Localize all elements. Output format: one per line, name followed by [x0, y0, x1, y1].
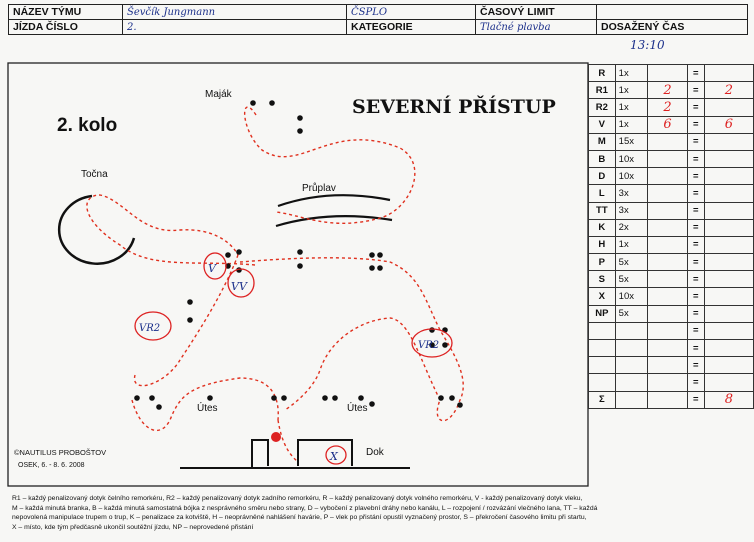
penalty-equals: =: [687, 271, 704, 288]
mark-vr2: VR2: [139, 323, 161, 334]
penalty-row: [589, 82, 754, 99]
penalty-total: 6: [704, 116, 753, 133]
penalty-multiplier: 1x: [615, 116, 647, 133]
legend-line-1: R1 – každý penalizovaný dotyk čelního remorkéru, R2 – každý penalizovaný dotyk zadního remorkéru, R – každý penalizovaný dotyk volného remorkéru, V - každý penalizovaný dotyk vleku,: [12, 495, 583, 502]
penalty-row: [589, 99, 754, 116]
team-name-value: Ševčík Jungmann: [123, 5, 347, 20]
penalty-count: [648, 391, 688, 408]
penalty-total: [704, 374, 753, 391]
turntable-arc: [59, 196, 134, 264]
penalty-code: R2: [589, 99, 616, 116]
penalty-total: [704, 254, 753, 271]
penalty-multiplier: 10x: [615, 168, 647, 185]
canal-line-bottom: [276, 216, 392, 226]
penalty-multiplier: 1x: [615, 236, 647, 253]
penalty-count: [648, 236, 688, 253]
legend-line-2: M – každá minutá branka, B – každá minutá samostatná bójka z nesprávného směru nebo strany, D – vybočení z plavební dráhy nebo kanálu, L – rozpojení / rozvázání vlečného lana, TT – každá: [12, 504, 598, 512]
penalty-count: [648, 65, 688, 82]
penalty-count: [648, 288, 688, 305]
penalty-row: [589, 271, 754, 288]
penalty-total: [704, 202, 753, 219]
category-value: Tlačné plavba: [476, 20, 597, 35]
cliffs-right-label: Útes: [347, 403, 368, 414]
penalty-equals: =: [687, 150, 704, 167]
penalty-count: [648, 202, 688, 219]
cliffs-left-label: Útes: [197, 403, 218, 414]
time-achieved-value: 13:10: [630, 38, 665, 52]
penalty-multiplier: 2x: [615, 219, 647, 236]
penalty-count: [648, 357, 688, 374]
penalty-row: [589, 202, 754, 219]
penalty-row: [589, 116, 754, 133]
penalty-total: [704, 340, 753, 357]
start-marker: [271, 432, 281, 442]
event-info: OSEK, 6. - 8. 6. 2008: [18, 462, 85, 469]
penalty-multiplier: [615, 374, 647, 391]
penalty-equals: =: [687, 357, 704, 374]
copyright: ©NAUTILUS PROBOŠTOV: [14, 448, 107, 457]
penalty-equals: =: [687, 133, 704, 150]
penalty-count: 6: [648, 116, 688, 133]
mark-vv: VV: [231, 280, 247, 293]
penalty-total: [704, 150, 753, 167]
penalty-count: [648, 150, 688, 167]
penalty-count: [648, 168, 688, 185]
legend: [12, 494, 744, 532]
penalty-multiplier: 3x: [615, 202, 647, 219]
penalty-row: [589, 133, 754, 150]
penalty-code: NP: [589, 305, 616, 322]
penalty-code: S: [589, 271, 616, 288]
penalty-multiplier: 3x: [615, 185, 647, 202]
penalty-count: [648, 133, 688, 150]
penalty-total: [704, 357, 753, 374]
penalty-count: [648, 185, 688, 202]
penalty-row: [589, 254, 754, 271]
penalty-row: [589, 322, 754, 339]
dock-left: [252, 440, 268, 468]
round-label: 2. kolo: [57, 115, 118, 136]
ride-number-label: JÍZDA ČÍSLO: [9, 20, 123, 35]
penalty-multiplier: 10x: [615, 288, 647, 305]
penalty-total: [704, 271, 753, 288]
penalty-code: X: [589, 288, 616, 305]
penalty-code: B: [589, 150, 616, 167]
penalty-multiplier: 5x: [615, 305, 647, 322]
penalty-equals: =: [687, 82, 704, 99]
penalty-equals: =: [687, 168, 704, 185]
penalty-row: [589, 219, 754, 236]
penalty-code: R1: [589, 82, 616, 99]
penalty-multiplier: 1x: [615, 99, 647, 116]
penalty-multiplier: 5x: [615, 254, 647, 271]
penalty-equals: =: [687, 185, 704, 202]
penalty-count: [648, 340, 688, 357]
penalty-total: [704, 236, 753, 253]
penalty-equals: =: [687, 322, 704, 339]
penalty-total: [704, 185, 753, 202]
penalty-multiplier: 15x: [615, 133, 647, 150]
mark-vr2b: VR2: [418, 340, 440, 351]
penalty-multiplier: 1x: [615, 82, 647, 99]
penalty-table: [588, 64, 754, 409]
penalty-row: [589, 374, 754, 391]
penalty-equals: =: [687, 374, 704, 391]
penalty-row: [589, 150, 754, 167]
penalty-multiplier: [615, 357, 647, 374]
category-label: KATEGORIE: [347, 20, 476, 35]
penalty-multiplier: 1x: [615, 65, 647, 82]
turntable-label: Točna: [81, 169, 108, 180]
penalty-equals: =: [687, 288, 704, 305]
penalty-equals: =: [687, 305, 704, 322]
lighthouse-label: Maják: [205, 89, 232, 100]
penalty-equals: =: [687, 116, 704, 133]
penalty-total: 8: [704, 391, 753, 408]
penalty-code: [589, 357, 616, 374]
penalty-row: [589, 305, 754, 322]
canal-line-top: [278, 195, 390, 206]
penalty-multiplier: 10x: [615, 150, 647, 167]
penalty-count: [648, 219, 688, 236]
penalty-row: [589, 340, 754, 357]
penalty-equals: =: [687, 254, 704, 271]
penalty-equals: =: [687, 65, 704, 82]
penalty-row: [589, 185, 754, 202]
penalty-code: L: [589, 185, 616, 202]
penalty-total: [704, 305, 753, 322]
penalty-equals: =: [687, 219, 704, 236]
penalty-total: [704, 322, 753, 339]
penalty-equals: =: [687, 340, 704, 357]
dock-label: Dok: [366, 447, 384, 458]
ride-number-value: 2.: [123, 20, 347, 35]
penalty-row: [589, 357, 754, 374]
penalty-count: [648, 322, 688, 339]
penalty-equals: =: [687, 202, 704, 219]
penalty-code: K: [589, 219, 616, 236]
handwritten-marks: [135, 253, 452, 464]
canal-label: Průplav: [302, 183, 336, 194]
dock-right: [298, 440, 352, 466]
mark-v: V: [208, 262, 216, 275]
team-org-value: ČSPLO: [347, 5, 476, 20]
penalty-row: [589, 65, 754, 82]
penalty-total: [704, 288, 753, 305]
penalty-multiplier: 5x: [615, 271, 647, 288]
penalty-count: 2: [648, 82, 688, 99]
penalty-code: M: [589, 133, 616, 150]
penalty-code: D: [589, 168, 616, 185]
penalty-code: P: [589, 254, 616, 271]
penalty-total: [704, 219, 753, 236]
penalty-code: TT: [589, 202, 616, 219]
penalty-multiplier: [615, 391, 647, 408]
penalty-code: [589, 374, 616, 391]
penalty-count: [648, 374, 688, 391]
buoys: [134, 100, 463, 410]
penalty-count: [648, 254, 688, 271]
penalty-equals: =: [687, 391, 704, 408]
penalty-row: [589, 168, 754, 185]
penalty-code: H: [589, 236, 616, 253]
penalty-total: [704, 65, 753, 82]
penalty-total: [704, 133, 753, 150]
penalty-row: [589, 391, 754, 408]
penalty-row: [589, 288, 754, 305]
penalty-row: [589, 236, 754, 253]
penalty-code: [589, 340, 616, 357]
penalty-count: 2: [648, 99, 688, 116]
legend-line-3: nepovolená manipulace trupem o trup, K – penalizace za kotviště, H – neoprávněné nahlášení havárie, P – vlek po přistání opustil vyznačený prostor, S – překročení časového limitu při startu,: [12, 514, 587, 521]
penalty-count: [648, 305, 688, 322]
penalty-code: R: [589, 65, 616, 82]
penalty-equals: =: [687, 99, 704, 116]
route-path: [87, 107, 463, 462]
penalty-code: V: [589, 116, 616, 133]
penalty-count: [648, 271, 688, 288]
team-name-label: NÁZEV TÝMU: [9, 5, 123, 20]
penalty-equals: =: [687, 236, 704, 253]
map-title: SEVERNÍ PŘÍSTUP: [352, 96, 556, 118]
time-limit-label: ČASOVÝ LIMIT: [476, 5, 597, 20]
penalty-total: 2: [704, 82, 753, 99]
legend-line-4: X – místo, kde tým předčasně ukončil soutěžní jízdu, NP – neprovedené přistání: [12, 523, 254, 531]
penalty-total: [704, 168, 753, 185]
penalty-code: Σ: [589, 391, 616, 408]
time-achieved-label: DOSAŽENÝ ČAS: [597, 20, 748, 35]
penalty-code: [589, 322, 616, 339]
penalty-multiplier: [615, 340, 647, 357]
penalty-total: [704, 99, 753, 116]
mark-x: X: [330, 450, 338, 463]
penalty-multiplier: [615, 322, 647, 339]
